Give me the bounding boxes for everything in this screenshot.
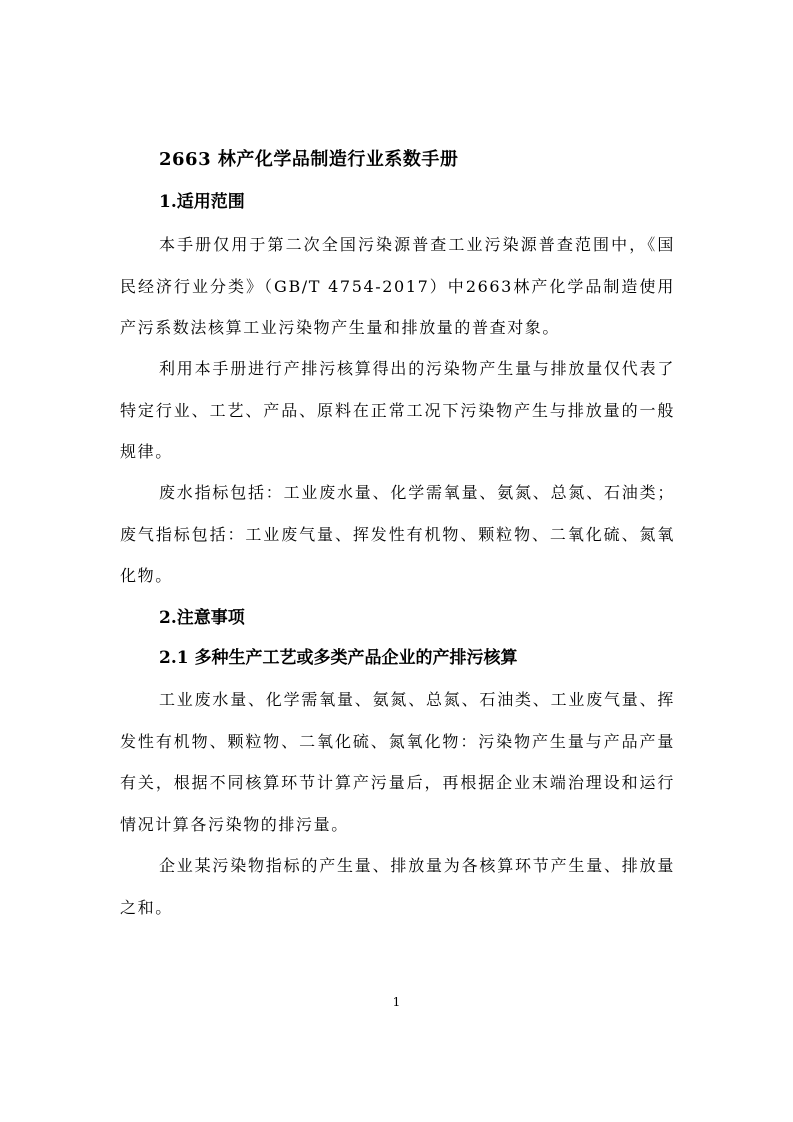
paragraph-scope-results: 利用本手册进行产排污核算得出的污染物产生量与排放量仅代表了特定行业、工艺、产品、原料在正常工况下污染物产生与排放量的一般规律。	[120, 359, 675, 461]
paragraph-scope-applicability: 本手册仅用于第二次全国污染源普查工业污染源普查范围中，《国民经济行业分类》（GB/T 4754-2017）中2663林产化学品制造使用产污系数法核算工业污染物产生量和排放量的普查对象。	[120, 235, 675, 337]
paragraph-notes-calculation: 工业废水量、化学需氧量、氨氮、总氮、石油类、工业废气量、挥发性有机物、颗粒物、二氧化硫、氮氧化物：污染物产生量与产品产量有关，根据不同核算环节计算产污量后，再根据企业末端治理设和运行情况计算各污染物的排污量。	[120, 690, 675, 834]
paragraph-notes-sum: 企业某污染物指标的产生量、排放量为各核算环节产生量、排放量之和。	[120, 856, 675, 917]
subsection-heading-multi-process: 2.1 多种生产工艺或多类产品企业的产排污核算	[159, 648, 518, 668]
page-number: 1	[392, 995, 401, 1009]
section-heading-notes: 2.注意事项	[159, 608, 245, 628]
paragraph-scope-indicators: 废水指标包括：工业废水量、化学需氧量、氨氮、总氮、石油类；废气指标包括：工业废气量、挥发性有机物、颗粒物、二氧化硫、氮氧化物。	[120, 483, 675, 585]
section-heading-scope: 1.适用范围	[159, 192, 245, 212]
document-title: 2663 林产化学品制造行业系数手册	[159, 149, 459, 170]
